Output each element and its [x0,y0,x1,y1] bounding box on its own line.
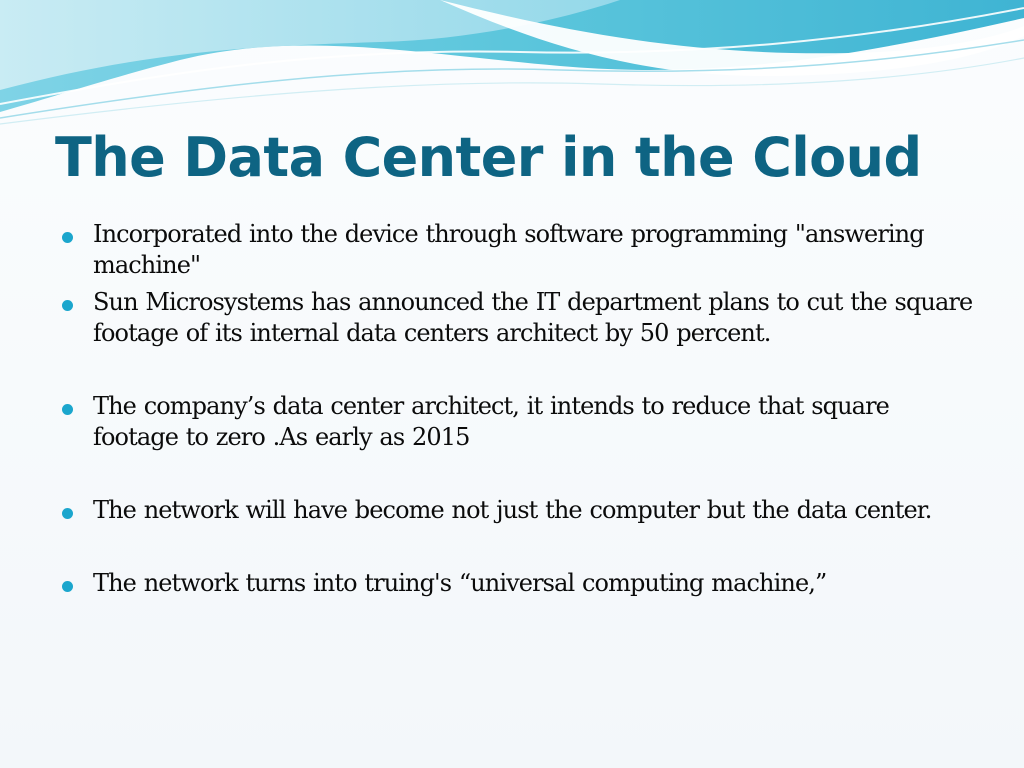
bullet-dot-icon [62,232,73,243]
bullet-dot-icon [62,508,73,519]
bullet-list [60,219,980,599]
bullet-dot-icon [62,404,73,415]
bullet-dot-icon [62,581,73,592]
bullet-item [60,568,980,599]
bullet-text: The network turns into truing's “universal computing machine,” [93,569,827,597]
slide-title: The Data Center in the Cloud [55,126,922,189]
bullet-text: Incorporated into the device through software programming "answering machine" [93,220,924,279]
bullet-item [60,287,980,349]
bullet-item [60,219,980,281]
bullet-text: Sun Microsystems has announced the IT department plans to cut the square footage of its internal data centers architect by 50 percent. [93,288,973,347]
bullet-text: The network will have become not just the computer but the data center. [93,496,932,524]
bullet-item [60,495,980,526]
bullet-text: The company’s data center architect, it intends to reduce that square footage to zero .As early as 2015 [93,392,889,451]
bullet-item [60,391,980,453]
bullet-dot-icon [62,300,73,311]
header-wave-decoration [0,0,1024,130]
